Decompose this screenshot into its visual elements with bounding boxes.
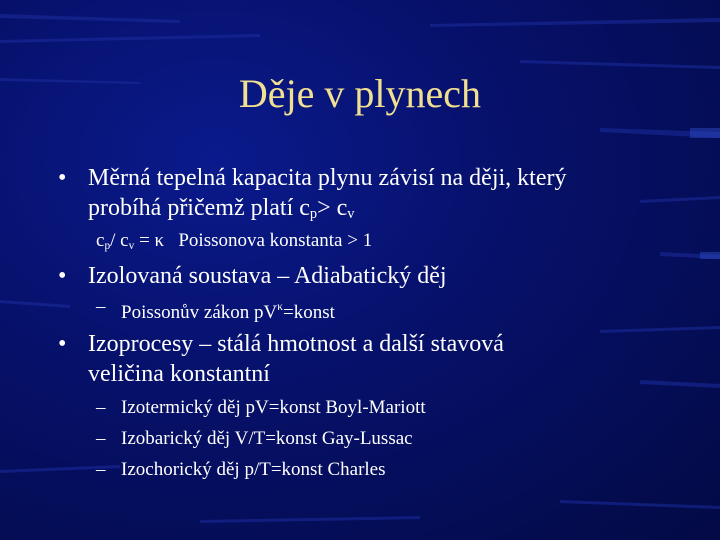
text-segment: / c	[110, 230, 129, 251]
text-segment: c	[96, 230, 105, 251]
subscript-v: v	[347, 206, 355, 222]
poisson-constant-line	[96, 229, 372, 258]
slide-title: Děje v plynech	[238, 71, 482, 116]
text-segment: probíhá přičemž platí c	[88, 195, 310, 221]
bullet-marker: •	[58, 331, 67, 357]
sub-item-poisson-law	[121, 295, 335, 325]
text-segment: Poissonův zákon pV	[121, 302, 278, 323]
subscript-p: p	[104, 240, 111, 252]
dash-marker: –	[96, 296, 106, 317]
subscript-p: p	[309, 206, 318, 222]
dash-marker: –	[96, 397, 106, 418]
bullet-text-heat-capacity-line1: Měrná tepelná kapacita plynu závisí na ději, který	[88, 165, 567, 191]
bullet-marker: •	[58, 263, 67, 289]
sub-item-isochoric: Izochorický děj p/T=konst Charles	[121, 459, 386, 480]
bullet-text-isoprocesses-line1: Izoprocesy – stálá hmotnost a další stavová	[88, 331, 504, 357]
text-segment: =konst	[282, 302, 335, 323]
bullet-text-isolated-system: Izolovaná soustava – Adiabatický děj	[88, 263, 447, 289]
superscript-kappa: κ	[277, 301, 283, 313]
bullet-marker: •	[58, 165, 67, 191]
text-segment: = κ Poissonova konstanta > 1	[134, 230, 373, 251]
dash-marker: –	[96, 459, 106, 480]
bullet-text-isoprocesses-line2: veličina konstantní	[88, 361, 270, 387]
subscript-v: v	[128, 240, 135, 252]
bullet-text-heat-capacity-line2	[88, 194, 355, 228]
dash-marker: –	[96, 428, 106, 449]
text-segment: > c	[317, 195, 348, 221]
sub-item-isobaric: Izobarický děj V/T=konst Gay-Lussac	[121, 428, 413, 449]
sub-item-isothermal: Izotermický děj pV=konst Boyl-Mariott	[121, 397, 426, 418]
